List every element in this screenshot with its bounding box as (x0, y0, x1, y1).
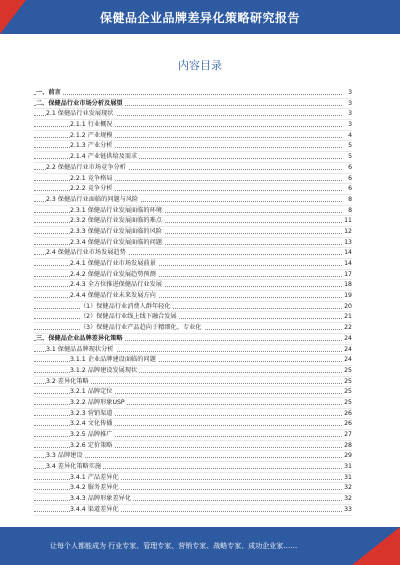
toc-entry-label: 3.4 差异化策略实施 (46, 463, 102, 471)
toc-entry[interactable] (34, 109, 352, 120)
toc-entry-page: 22 (342, 323, 352, 333)
toc-entry[interactable] (34, 141, 352, 152)
toc-entry-label: 2.3.3 保健品行业发展面临的风险 (70, 227, 162, 235)
toc-entry-label: 3.2.5 品牌推广 (70, 431, 113, 438)
toc-entry[interactable] (34, 441, 352, 452)
toc-entry-label: 3.4.1 产品差异化 (70, 473, 119, 481)
toc-entry[interactable] (34, 206, 352, 217)
toc-entry[interactable] (34, 483, 352, 494)
toc-entry[interactable] (34, 366, 352, 377)
toc-entry[interactable] (34, 334, 352, 345)
toc-entry-page: 31 (342, 462, 352, 472)
toc-entry-label: 3.4.4 渠道差异化 (70, 505, 119, 513)
toc-entry-page: 20 (342, 302, 352, 312)
toc-entry-label: 2.4.2 保健品行业发展趋势预测 (70, 270, 156, 278)
toc-entry-label: 2.1.1 行业概况 (70, 121, 113, 129)
toc-entry-page: 18 (342, 280, 352, 290)
toc-entry-label: 3.2 差异化策略 (46, 377, 89, 385)
toc-entry-label: （2）保健品行业线上线下融合发展 (80, 313, 177, 321)
toc-entry-page: 13 (342, 238, 352, 248)
toc-entry-label: 3.1 保健品品牌现状分析 (46, 345, 114, 353)
document-title: 保健品企业品牌差异化策略研究报告 (99, 11, 300, 25)
toc-entry-page: 8 (342, 195, 352, 205)
footer-slogan: 让每个人都能成为 行业专家、管理专家、营销专家、战略专家、成功企业家…… (50, 542, 298, 550)
toc-entry-page: 32 (342, 494, 352, 504)
toc-entry-label: 2.3 保健品行业面临的问题与风险 (46, 195, 139, 203)
toc-dot-leader (34, 94, 342, 95)
toc-entry-label: 2.2.1 竞争格局 (70, 174, 113, 182)
toc-entry[interactable] (34, 174, 352, 185)
toc-entry-label: 一、前言 (36, 89, 61, 96)
toc-entry-page: 6 (342, 184, 352, 194)
toc-entry[interactable] (34, 291, 352, 302)
toc-entry[interactable] (34, 409, 352, 420)
toc-entry-page: 24 (342, 334, 352, 344)
toc-entry-label: 2.3.2 保健品行业发展面临的难点 (70, 217, 162, 225)
toc-entry[interactable] (34, 270, 352, 281)
toc-entry-page: 14 (342, 248, 352, 258)
toc-entry[interactable] (34, 355, 352, 366)
toc-entry-label: 3.4.3 品牌形象差异化 (70, 495, 132, 503)
toc-entry-page: 5 (342, 152, 352, 162)
toc-entry-label: 2.2.2 竞争分析 (70, 185, 113, 193)
toc-entry-label: 2.4.1 保健品行业市场发展前景 (70, 260, 156, 267)
toc-entry-label: （1）保健品行业消费人群年轻化 (80, 302, 171, 310)
toc-entry-label: 2.4 保健品行业市场发展趋势 (46, 249, 126, 257)
toc-entry-page: 6 (342, 163, 352, 173)
toc-entry-label: 3.2.1 品牌定位 (70, 388, 113, 396)
toc-entry-page: 25 (342, 398, 352, 408)
toc-entry[interactable] (34, 238, 352, 249)
header-bar (0, 0, 400, 34)
toc-entry-page: 24 (342, 355, 352, 365)
toc-entry[interactable] (34, 451, 352, 462)
toc-entry[interactable] (34, 505, 352, 516)
toc-entry-page: 3 (342, 99, 352, 109)
toc-entry-label: 3.3 品牌建设 (46, 452, 83, 460)
toc-entry[interactable] (34, 387, 352, 398)
toc-entry-page: 25 (342, 387, 352, 397)
footer-accent-triangle (352, 527, 400, 565)
toc-entry-label: 2.4.3 全方位推进保健品行业发展 (70, 281, 162, 289)
toc-entry[interactable] (34, 248, 352, 259)
toc-entry[interactable] (34, 184, 352, 195)
toc-entry-page: 4 (342, 131, 352, 141)
toc-entry-page: 11 (342, 216, 352, 226)
toc-entry-label: 2.4.4 保健品行业未来发展方向 (70, 292, 156, 300)
toc-entry-label: 3.2.6 定价策略 (70, 441, 113, 449)
toc-entry-page: 28 (342, 441, 352, 451)
toc-entry[interactable] (34, 163, 352, 174)
toc-entry[interactable] (34, 345, 352, 356)
toc-entry-label: 2.1.4 产业链供给及需求 (70, 153, 138, 161)
toc-entry[interactable] (34, 280, 352, 291)
toc-entry[interactable] (34, 120, 352, 131)
toc-entry-page: 6 (342, 174, 352, 184)
toc-entry-page: 24 (342, 345, 352, 355)
toc-entry-label: 2.3.1 保健品行业发展面临的环境 (70, 206, 162, 214)
toc-entry-page: 32 (342, 483, 352, 493)
toc-entry[interactable] (34, 302, 352, 313)
toc-entry[interactable] (34, 323, 352, 334)
toc-entry-page: 8 (342, 206, 352, 216)
toc-entry-page: 3 (342, 88, 352, 98)
toc-entry-page: 27 (342, 430, 352, 440)
toc-entry[interactable] (34, 462, 352, 473)
toc-entry-page: 12 (342, 227, 352, 237)
toc-entry-label: 2.1.2 产业规模 (70, 131, 113, 139)
toc-entry-label: 2.3.4 保健品行业发展面临的问题 (70, 238, 162, 246)
toc-entry-label: （3）保健品行业产品趋向于精细化、专业化 (80, 324, 202, 332)
toc-entry[interactable] (34, 88, 352, 99)
toc-entry-page: 19 (342, 291, 352, 301)
toc-entry-label: 2.1 保健品行业发展现状 (46, 110, 114, 118)
toc-entry-label: 3.1.2 品牌建设发展现状 (70, 366, 138, 374)
toc-entry-page: 26 (342, 419, 352, 429)
toc-entry-label: 3.1.1 企业品牌建设面临的问题 (70, 356, 156, 364)
toc-entry[interactable] (34, 312, 352, 323)
toc-entry[interactable] (34, 259, 352, 270)
toc-entry-page: 29 (342, 451, 352, 461)
toc-entry-page: 25 (342, 377, 352, 387)
toc-entry-page: 31 (342, 473, 352, 483)
toc-entry-page: 3 (342, 120, 352, 130)
toc-entry[interactable] (34, 216, 352, 227)
toc-entry-label: 3.2.4 文化传播 (70, 420, 113, 428)
footer-bar (0, 527, 400, 565)
toc-entry[interactable] (34, 195, 352, 206)
toc-entry[interactable] (34, 227, 352, 238)
table-of-contents (34, 88, 352, 516)
toc-entry[interactable] (34, 377, 352, 388)
toc-heading: 内容目录 (178, 59, 222, 72)
toc-entry-page: 26 (342, 409, 352, 419)
toc-entry-label: 3.2.3 营销渠道 (70, 409, 113, 417)
toc-entry[interactable] (34, 473, 352, 484)
toc-entry-page: 25 (342, 366, 352, 376)
toc-entry[interactable] (34, 419, 352, 430)
toc-entry-label: 3.4.2 服务差异化 (70, 484, 119, 492)
toc-entry-label: 3.2.2 品牌形象USP (70, 398, 125, 406)
toc-entry-page: 14 (342, 259, 352, 269)
toc-entry-label: 三、保健品企业品牌差异化策略 (36, 334, 123, 342)
toc-entry-page: 33 (342, 505, 352, 515)
toc-entry-label: 二、保健品行业市场分析及展望 (36, 99, 123, 107)
toc-entry[interactable] (34, 398, 352, 409)
toc-entry-label: 2.1.3 产业分析 (70, 142, 113, 150)
toc-entry[interactable] (34, 152, 352, 163)
toc-entry-page: 17 (342, 270, 352, 280)
toc-entry-page: 5 (342, 141, 352, 151)
toc-entry-label: 2.2 保健品行业市场竞争分析 (46, 163, 126, 171)
toc-entry[interactable] (34, 99, 352, 110)
toc-entry-page: 3 (342, 109, 352, 119)
toc-entry[interactable] (34, 430, 352, 441)
toc-entry[interactable] (34, 494, 352, 505)
toc-entry-page: 21 (342, 312, 352, 322)
toc-entry[interactable] (34, 131, 352, 142)
